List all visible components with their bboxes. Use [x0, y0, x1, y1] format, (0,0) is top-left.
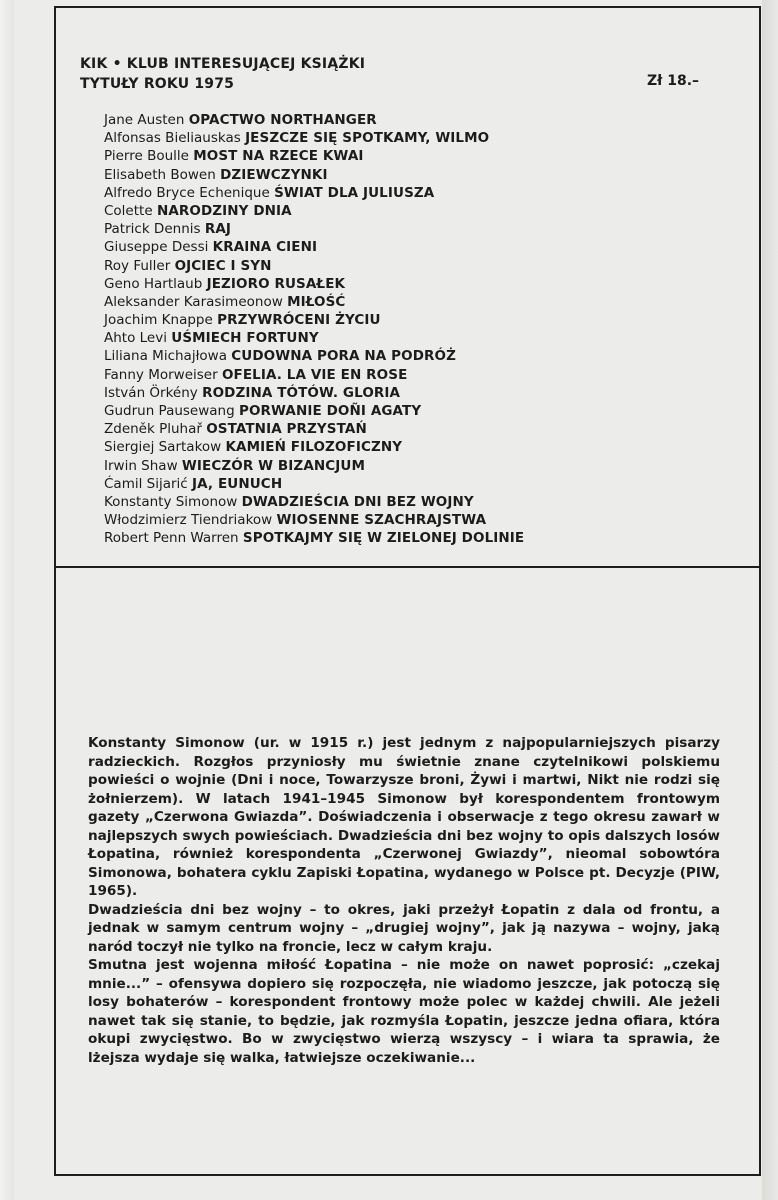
book-list-item: [104, 366, 704, 384]
book-list-item: [104, 257, 704, 275]
book-list-item: [104, 402, 704, 420]
section-divider: [54, 566, 761, 568]
book-list-item: [104, 129, 704, 147]
book-list-item: [104, 238, 704, 256]
book-title: JESZCZE SIĘ SPOTKAMY, WILMO: [245, 130, 490, 147]
book-list-item: [104, 275, 704, 293]
book-title: JEZIORO RUSAŁEK: [206, 275, 346, 292]
book-author: Colette: [104, 202, 153, 219]
book-list-item: [104, 329, 704, 347]
book-list-item: [104, 384, 704, 402]
book-title: RODZINA TÓTÓW. GLORIA: [202, 384, 401, 401]
book-list-item: [104, 438, 704, 456]
book-list-item: [104, 166, 704, 184]
book-title: NARODZINY DNIA: [156, 202, 292, 219]
book-title: PRZYWRÓCENI ŻYCIU: [217, 312, 381, 329]
book-title: WIECZÓR W BIZANCJUM: [181, 457, 365, 474]
book-author: Konstanty Simonow: [104, 493, 238, 510]
book-list-item: [104, 111, 704, 129]
book-author: Giuseppe Dessi: [104, 239, 209, 256]
book-list-item: [104, 511, 704, 529]
book-title: OJCIEC I SYN: [174, 257, 272, 274]
book-title: SPOTKAJMY SIĘ W ZIELONEJ DOLINIE: [242, 530, 525, 547]
book-author: Jane Austen: [104, 112, 185, 128]
book-author: Geno Hartlaub: [104, 275, 203, 292]
book-list-item: [104, 293, 704, 311]
book-author: Elisabeth Bowen: [104, 166, 216, 183]
book-title: OFELIA. LA VIE EN ROSE: [221, 366, 408, 383]
book-list-item: [104, 202, 704, 220]
book-author: Alfredo Bryce Echenique: [104, 184, 270, 201]
book-title: CUDOWNA PORA NA PODRÓŻ: [231, 348, 456, 365]
price-label: Zł 18.–: [647, 73, 700, 89]
book-list-item: [104, 475, 704, 493]
book-title: UŚMIECH FORTUNY: [171, 330, 319, 347]
book-author: Irwin Shaw: [104, 457, 178, 474]
book-author: Ćamil Sijarić: [104, 475, 188, 492]
book-title: MOST NA RZECE KWAI: [193, 148, 364, 165]
book-author: Alfonsas Bieliauskas: [104, 130, 241, 147]
book-title: MIŁOŚĆ: [287, 293, 346, 310]
book-author: Robert Penn Warren: [104, 530, 239, 547]
book-title: DZIEWCZYNKI: [220, 166, 328, 183]
book-author: Aleksander Karasimeonow: [104, 293, 283, 310]
book-list-item: [104, 420, 704, 438]
book-author: István Örkény: [104, 384, 198, 401]
book-author: Włodzimierz Tiendriakow: [104, 512, 273, 529]
book-list-item: [104, 311, 704, 329]
book-list-item: [104, 347, 704, 365]
book-author: Zdeněk Pluhař: [104, 421, 202, 438]
description-paragraph: Smutna jest wojenna miłość Łopatina – nie może on nawet poprosić: „czekaj mnie...” – ofensywa dopiero się rozpoczęła, nie wiadomo jeszcze, jak potoczą się losy bohaterów – korespondent frontowy może polec w każdej chwili. Ale jeżeli nawet tak się stanie, to będzie, jak rozmyśla Łopatin, jeszcze jedna ofiara, która okupi zwycięstwo. Bo w zwycięstwo wierzą wszyscy – i wiara ta sprawia, że lżejsza wydaje się walka, łatwiejsze oczekiwanie...: [88, 957, 720, 1066]
book-author: Roy Fuller: [104, 257, 171, 274]
book-description: [88, 734, 720, 1067]
book-title: OPACTWO NORTHANGER: [188, 112, 377, 128]
book-title: ŚWIAT DLA JULIUSZA: [274, 184, 435, 201]
header-block: [80, 54, 720, 94]
book-title: KAMIEŃ FILOZOFICZNY: [225, 439, 403, 456]
book-title: OSTATNIA PRZYSTAŃ: [206, 421, 367, 438]
book-list-item: [104, 493, 704, 511]
book-author: Fanny Morweiser: [104, 366, 218, 383]
book-list-item: [104, 220, 704, 238]
titles-year-line: TYTUŁY ROKU 1975: [80, 76, 235, 92]
book-list-item: [104, 529, 704, 547]
book-list-item: [104, 184, 704, 202]
book-title: KRAINA CIENI: [212, 239, 318, 256]
book-title: WIOSENNE SZACHRAJSTWA: [276, 512, 487, 529]
book-title: DWADZIEŚCIA DNI BEZ WOJNY: [241, 493, 474, 510]
description-paragraph: Konstanty Simonow (ur. w 1915 r.) jest jednym z najpopularniejszych pisarzy radzieckich. Rozgłos przyniosły mu świetnie znane czytelnikowi polskiemu powieści o wojnie (Dni i noce, Towarzysze broni, Żywi i martwi, Nikt nie rodzi się żołnierzem). W latach 1941–1945 Simonow był korespondentem frontowym gazety „Czerwona Gwiazda”. Doświadczenia i obserwacje z tego okresu zawarł w najlepszych swych powieściach. Dwadzieścia dni bez wojny to opis dalszych losów Łopatina, również korespondenta „Czerwonej Gwiazdy”, nieomal sobowtóra Simonowa, bohatera cyklu Zapiski Łopatina, wydanego w Polsce pt. Decyzje (PIW, 1965).: [88, 735, 720, 899]
book-title: PORWANIE DOÑI AGATY: [238, 403, 422, 419]
book-author: Liliana Michajłowa: [104, 348, 227, 365]
book-author: Siergiej Sartakow: [104, 439, 222, 456]
book-author: Joachim Knappe: [104, 312, 213, 329]
book-list-item: [104, 147, 704, 165]
book-author: Gudrun Pausewang: [104, 403, 235, 419]
book-title: RAJ: [204, 221, 231, 238]
book-list: [104, 111, 704, 548]
book-author: Pierre Boulle: [104, 148, 189, 165]
description-paragraph: Dwadzieścia dni bez wojny – to okres, jaki przeżył Łopatin z dala od frontu, a jednak w samym centrum wojny – „drugiej wojny”, jak ją nazywa – wojny, jaką naród toczył nie tylko na froncie, lecz w całym kraju.: [88, 901, 720, 955]
book-author: Patrick Dennis: [104, 221, 201, 238]
book-title: JA, EUNUCH: [192, 475, 283, 492]
book-list-item: [104, 457, 704, 475]
publisher-line: KIK • KLUB INTERESUJĄCEJ KSIĄŻKI: [80, 56, 366, 72]
book-author: Ahto Levi: [104, 330, 167, 347]
